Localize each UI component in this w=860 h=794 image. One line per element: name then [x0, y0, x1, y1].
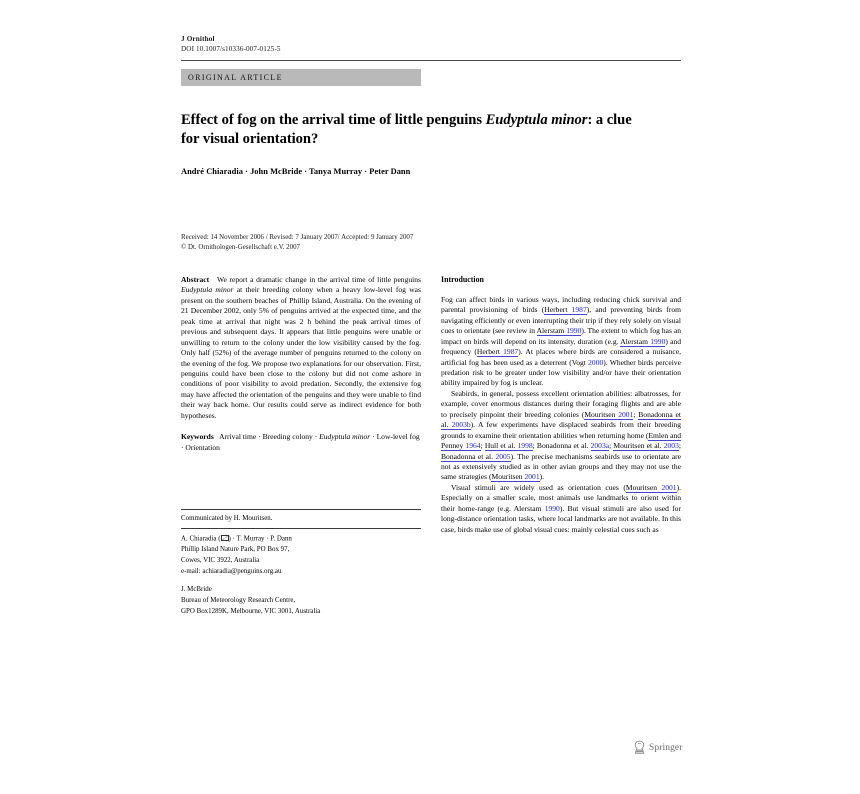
- intro-paragraph-1: [441, 295, 681, 389]
- p3-c1-year: 2001: [661, 482, 677, 492]
- citation-alerstam-1990-b[interactable]: [620, 337, 665, 347]
- affiliation-line-1: Phillip Island Nature Park, PO Box 97,: [181, 546, 290, 554]
- corresponding-author-names-a: A. Chiaradia (: [181, 535, 221, 543]
- section-heading-introduction: Introduction: [441, 275, 484, 285]
- intro-paragraph-2: [441, 389, 681, 483]
- title-text-part2: : a clue for visual orientation?: [181, 111, 632, 147]
- left-column: [181, 275, 421, 617]
- page-title: [181, 111, 633, 149]
- p1-s5: ). At places where birds are considered a nuisance, artificial fog has been used as a deterrent (Vogt: [441, 347, 682, 367]
- second-author-block: [181, 585, 421, 617]
- footnote-spacer: [181, 577, 421, 585]
- keywords-species: Eudyptula minor: [319, 432, 371, 442]
- p2-c7-author: Bonadonna et al.: [441, 451, 496, 461]
- journal-name: J Ornithol: [181, 35, 215, 43]
- corresponding-author-block: [181, 529, 421, 577]
- author-list: André Chiaradia · John McBride · Tanya Murray · Peter Dann: [181, 166, 411, 176]
- citation-mouritsen-2001-c[interactable]: [626, 483, 677, 493]
- footnote-block: [181, 509, 421, 617]
- p2-c3-year: 1964: [465, 441, 481, 451]
- copyright-line: © Dt. Ornithologen-Gesellschaft e.V. 2007: [181, 243, 301, 251]
- p2-s1: Seabirds, in general, possess excellent orientation abilities: albatrosses, for example, cover enormous distances during their foraging flights and are able to precisely pinpoint their breeding colonies (: [441, 388, 681, 419]
- p1-c1-author: Herbert: [544, 305, 572, 315]
- citation-alerstam-1990-c-year[interactable]: 1990: [544, 503, 560, 513]
- p1-s3: ). The extent to which fog has an impact on birds will depend on its intensity, duration (e.g.: [441, 326, 681, 346]
- communicated-by: Communicated by H. Mouritsen.: [181, 515, 273, 523]
- p2-c8-author: Mouritsen: [491, 472, 525, 482]
- title-text-part1: Effect of fog on the arrival time of little penguins: [181, 111, 486, 128]
- citation-herbert-1987-a[interactable]: [544, 305, 586, 315]
- article-page: [181, 34, 681, 617]
- p2-s9: ).: [539, 472, 545, 482]
- citation-alerstam-1990-a[interactable]: [537, 326, 582, 336]
- journal-doi: DOI 10.1007/s10336-007-0125-5: [181, 45, 281, 54]
- article-type-label: ORIGINAL ARTICLE: [188, 72, 283, 82]
- p1-s4: ) and frequency (: [441, 336, 681, 357]
- p2-s5: ; Bonadonna et al.: [532, 441, 591, 451]
- publisher-name: Springer: [649, 742, 683, 753]
- corresponding-author-names-b: ) · T. Murray · P. Dann: [228, 535, 292, 543]
- citation-vogt-2000-year[interactable]: 2000: [588, 357, 604, 367]
- p2-s7: ;: [678, 441, 681, 451]
- abstract-label: Abstract: [181, 275, 210, 285]
- publication-dates: [181, 233, 681, 253]
- abstract-text-a: We report a dramatic change in the arrival time of little penguins: [216, 275, 421, 285]
- title-species-genus: Eudyptula: [485, 111, 548, 128]
- header-divider: [181, 60, 681, 61]
- keywords-label: Keywords: [181, 432, 214, 442]
- body-columns: [181, 275, 681, 617]
- p3-c1-author: Mouritsen: [625, 482, 662, 492]
- abstract-text-b: at their breeding colony when a heavy low-level fog was present on the southern beaches of Phillip Island, Australia. On the evening of 21 December 2002, only 5% of penguins arrived at the expected time, and the peak time at arrival that night was 2 h behind the peak arrival times of previous and subsequent days. It appears that little penguins were unable or unwilling to return to the colony under the low visibility caused by the fog. Only half (52%) of the average number of penguins returned to the colony on the evening of the fog. We propose two explanations for our observation. First, penguins could have been close to the colony but did not come ashore in conditions of poor visibility to avoid predation. Secondly, the extensive fog may have affected the orientation of the penguins and they were unable to find their way back home. Our results could serve as indirect evidence for both hypotheses.: [181, 285, 421, 420]
- p1-c3-author: Alerstam: [620, 336, 651, 346]
- second-author-name: J. McBride: [181, 586, 212, 594]
- affiliation-line-2: Cowes, VIC 3922, Australia: [181, 557, 260, 565]
- citation-bonadonna-2005[interactable]: [441, 452, 511, 462]
- p1-c1-year: 1987: [571, 305, 587, 315]
- p3-s3: ). But visual stimuli are also used for long-distance orientation tasks, where local landmarks are not available. In this case, birds make use of global visual cues: mainly celestial cues such as: [441, 503, 681, 534]
- citation-herbert-1987-b[interactable]: [477, 347, 518, 357]
- p2-s6: ;: [609, 441, 614, 451]
- p2-c8-year: 2001: [524, 472, 540, 482]
- right-column: [441, 275, 681, 617]
- title-species-epithet: minor: [551, 111, 588, 128]
- p2-s2: ;: [633, 409, 639, 419]
- keywords-items-b: · Low-level fog · Orientation: [181, 432, 420, 452]
- p1-c3-year: 1990: [650, 336, 666, 346]
- p1-s6: ). Whether birds perceive predation risk to be greater under low visibility and/or have their orientation ability impaired by fog is unclear.: [441, 357, 681, 388]
- abstract-species: Eudyptula minor: [181, 285, 234, 295]
- p2-c7-year: 2005: [495, 451, 511, 461]
- p1-c2-author: Alerstam: [536, 326, 567, 336]
- corresponding-author-line: [181, 534, 421, 545]
- citation-mouritsen-2001-a[interactable]: [584, 410, 633, 420]
- corresponding-email: e-mail: achiaradia@penguins.org.au: [181, 567, 282, 575]
- citation-bonadonna-2003a-year[interactable]: 2003a: [590, 441, 610, 451]
- p3-s1: Visual stimuli are widely used as orientation cues (: [451, 482, 626, 492]
- p2-s3: ). A few experiments have displaced seabirds from their breeding grounds to examine their orientation abilities when returning home (: [441, 420, 682, 440]
- p1-c4-author: Herbert: [476, 347, 504, 357]
- p2-c3-author: Emlen and Penney: [441, 430, 681, 451]
- p2-c6-author: Mouritsen et al.: [613, 441, 664, 451]
- p2-c4-author: Hull et al.: [484, 441, 518, 451]
- citation-hull-1998[interactable]: [485, 441, 533, 451]
- p2-s4: ;: [480, 441, 485, 451]
- envelope-icon: [221, 535, 229, 541]
- p2-c2-author: Bonadonna et al.: [441, 409, 681, 430]
- keywords-items-a: Arrival time · Breeding colony ·: [219, 432, 320, 442]
- p2-s8: ). The precise mechanisms seabirds use to orientate are not as extensively studied as in other avian groups and they may not use the same strategies (: [441, 451, 682, 482]
- intro-paragraph-3: [441, 483, 681, 535]
- keywords-paragraph: [181, 432, 421, 453]
- p1-c2-year: 1990: [566, 326, 582, 336]
- p1-s1: Fog can affect birds in various ways, including reducing chick survival and parental provisioning of birds (: [441, 294, 681, 315]
- article-type-band: [181, 69, 421, 86]
- second-author-affiliation-1: Bureau of Meteorology Research Centre,: [181, 597, 296, 605]
- citation-mouritsen-etal-2003[interactable]: [613, 441, 679, 451]
- citation-mouritsen-2001-b[interactable]: [491, 472, 539, 482]
- second-author-affiliation-2: GPO Box1289K, Melbourne, VIC 3001, Australia: [181, 607, 321, 615]
- p1-c4-year: 1987: [503, 347, 519, 357]
- p2-c4-year: 1998: [517, 441, 533, 451]
- p2-c1-author: Mouritsen: [584, 409, 619, 419]
- publisher-logo: [633, 740, 683, 755]
- journal-header: [181, 34, 681, 55]
- p3-s2: ). Especially on a smaller scale, most animals use landmarks to orient within their home-range (e.g. Alerstam: [441, 482, 681, 513]
- p2-c2-year: 2003b: [451, 420, 471, 430]
- springer-knight-icon: [633, 740, 646, 755]
- p2-c6-year: 2003: [663, 441, 679, 451]
- received-revised-accepted-line: Received: 14 November 2006 / Revised: 7 January 2007/ Accepted: 9 January 2007: [181, 233, 414, 241]
- p1-s2: ), and preventing birds from navigating efficiently or even interrupting their trip if they rely solely on visual cues to orientate (see review in: [441, 305, 682, 336]
- abstract-paragraph: [181, 275, 421, 421]
- p2-c1-year: 2001: [618, 409, 634, 419]
